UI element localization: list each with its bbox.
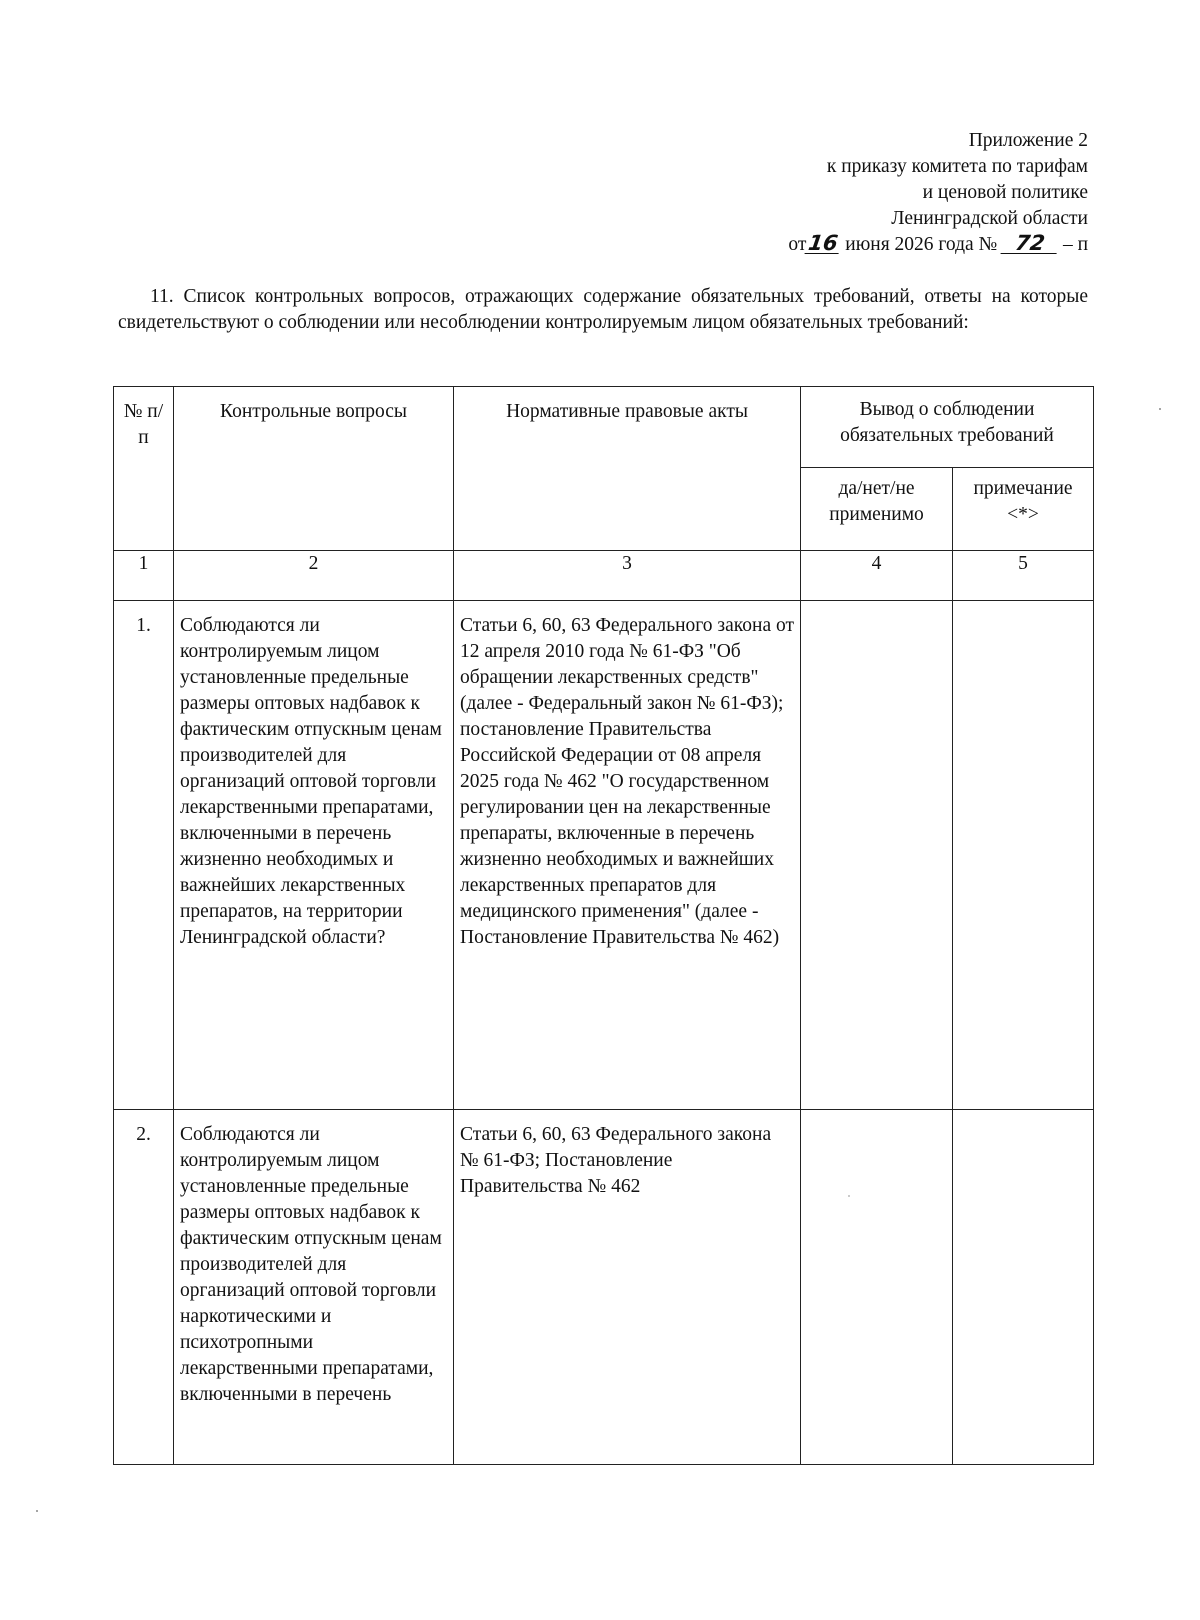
column-number: 1: [114, 551, 174, 601]
answer-cell[interactable]: [801, 601, 953, 1110]
row-number: 2.: [114, 1110, 174, 1465]
header-row: [114, 387, 1094, 468]
row-number: 1.: [114, 601, 174, 1110]
answer-cell[interactable]: [801, 1110, 953, 1465]
header-date-line: [788, 232, 1088, 258]
header-conclusion-group: Вывод о соблюдении обязательных требований: [801, 387, 1094, 468]
date-rest: июня 2026 года №: [845, 234, 998, 255]
table-row: [114, 1110, 1094, 1465]
header-appendix-line: Приложение 2: [968, 130, 1088, 151]
header-order-line: к приказу комитета по тарифам: [826, 156, 1088, 177]
header-note: примечание <*>: [953, 468, 1094, 551]
header-acts: Нормативные правовые акты: [454, 387, 801, 551]
control-question: Соблюдаются ли контролируемым лицом установленные предельные размеры оптовых надбавок к фактическим отпускным ценам производителей для организаций оптовой торговли наркотическими и психотропными лекарственными препаратами, включенными в перечень: [174, 1110, 454, 1465]
column-number: 3: [454, 551, 801, 601]
column-number: 4: [801, 551, 953, 601]
note-cell[interactable]: [953, 1110, 1094, 1465]
handwritten-order-number: 72: [1001, 233, 1060, 254]
approval-header: [788, 128, 1088, 258]
intro-paragraph: 11. Список контрольных вопросов, отражающих содержание обязательных требований, ответы на которые свидетельствуют о соблюдении или несоблюдении контролируемым лицом обязательных требований:: [118, 286, 1088, 333]
scan-speck: [1159, 408, 1161, 410]
scan-speck: [36, 1510, 38, 1512]
column-numbers-row: [114, 551, 1094, 601]
column-number: 5: [953, 551, 1094, 601]
table-row: [114, 601, 1094, 1110]
legal-acts: Статьи 6, 60, 63 Федерального закона № 61-ФЗ; Постановление Правительства № 462: [454, 1110, 801, 1465]
scan-speck: [848, 1195, 850, 1197]
handwritten-day: 16: [805, 233, 842, 254]
note-cell[interactable]: [953, 601, 1094, 1110]
order-suffix: – п: [1062, 234, 1088, 255]
date-prefix: от: [788, 234, 807, 255]
checklist-table: [113, 386, 1094, 1465]
control-question: Соблюдаются ли контролируемым лицом установленные предельные размеры оптовых надбавок к фактическим отпускным ценам производителей для организаций оптовой торговли лекарственными препаратами, включенными в перечень жизненно необходимых и важнейших лекарственных препаратов, на территории Ленинградской области?: [174, 601, 454, 1110]
column-number: 2: [174, 551, 454, 601]
header-region-line: Ленинградской области: [891, 208, 1088, 229]
header-answer: да/нет/не применимо: [801, 468, 953, 551]
header-questions: Контрольные вопросы: [174, 387, 454, 551]
header-number: № п/п: [114, 387, 174, 551]
header-committee-line: и ценовой политике: [922, 182, 1088, 203]
legal-acts: Статьи 6, 60, 63 Федерального закона от 12 апреля 2010 года № 61-ФЗ "Об обращении лекарственных средств" (далее - Федеральный закон № 61-ФЗ); постановление Правительства Российской Федерации от 08 апреля 2025 года № 462 "О государственном регулировании цен на лекарственные препараты, включенные в перечень жизненно необходимых и важнейших лекарственных препаратов для медицинского применения" (далее - Постановление Правительства № 462): [454, 601, 801, 1110]
